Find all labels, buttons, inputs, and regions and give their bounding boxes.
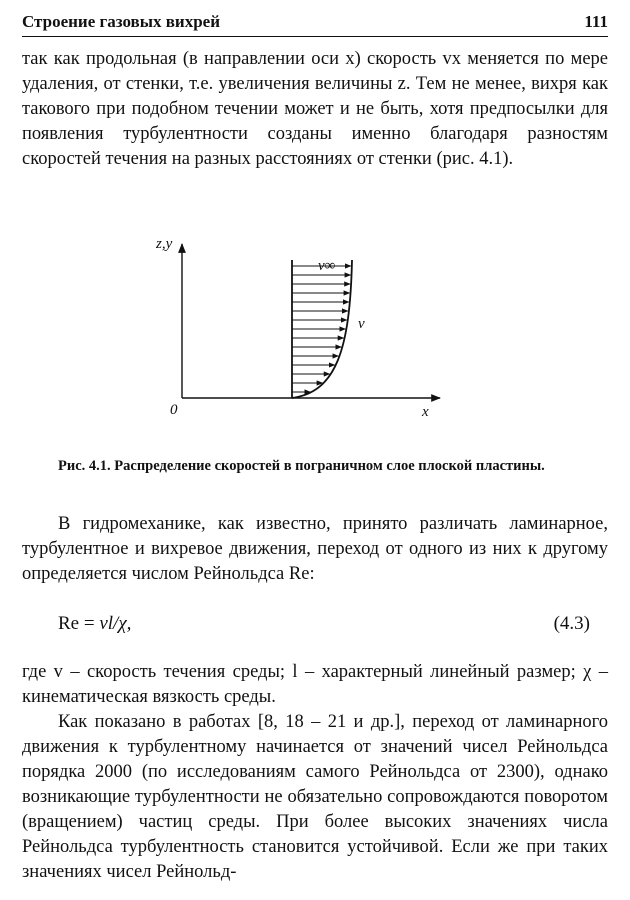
page-number: 111 [584, 12, 608, 31]
origin-label: 0 [170, 402, 178, 418]
running-header [22, 8, 608, 37]
paragraph-transition: Как показано в работах [8, 18 – 21 и др.], переход от ламинарного движения к турбулентному начинается от значений чисел Рейнольдса порядка 2000 (по исследованиям самого Рейнольдса от 2300), однако возникающие турбулентности не обязательно сопровождаются поворотом (вращением) частиц среды. При более высоких значениях числа Рейнольдса турбулентность становится устойчивой. Если же при таких значениях чисел Рейнольд- [22, 712, 608, 882]
equation-equals: = [79, 613, 100, 634]
figure-caption: Рис. 4.1. Распределение скоростей в пограничном слое плоской пластины. [58, 458, 545, 474]
equation-4-3 [58, 610, 590, 638]
velocity-vectors [292, 266, 351, 392]
x-axis-label: x [422, 404, 429, 420]
y-axis-label: z,y [156, 236, 173, 252]
paragraph-intro: так как продольная (в направлении оси x) скорость vx меняется по мере удаления, от стенки, т.е. увеличения величины z. Тем не менее, вихря как такового при подобном течении может и не быть, хотя предпосылки для появления турбулентности созданы именно благодаря разностям скоростей течения на разных расстояниях от стенки (рис. 4.1). [22, 49, 608, 169]
equation-rhs: vl/χ, [99, 613, 132, 634]
v-label: v [358, 316, 365, 332]
paragraph-definitions: где v – скорость течения среды; l – характерный линейный размер; χ – кинематическая вязкость среды. [22, 662, 608, 707]
equation-number: (4.3) [553, 613, 590, 634]
paragraph-reynolds: В гидромеханике, как известно, принято различать ламинарное, турбулентное и вихревое движения, переход от одного из них к другому определяется числом Рейнольдса Re: [22, 514, 608, 584]
equation-lhs: Re [58, 613, 80, 634]
equation-body [58, 613, 131, 635]
v-infinity-label: v∞ [318, 258, 336, 274]
boundary-layer-figure [150, 232, 450, 428]
chapter-title: Строение газовых вихрей [22, 12, 220, 31]
